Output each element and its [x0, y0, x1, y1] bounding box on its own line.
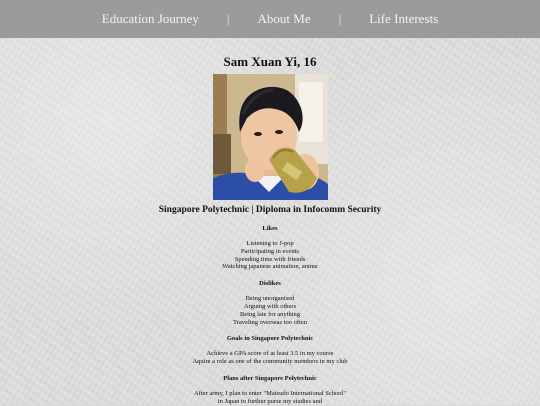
dislikes-list: [0, 295, 540, 326]
nav-link-life-interests[interactable]: Life Interests: [369, 11, 439, 26]
profile-content: [0, 38, 540, 406]
list-item: Spending time with friends: [234, 255, 306, 263]
profile-name: Sam Xuan Yi, 16: [223, 54, 317, 69]
likes-heading: Likes: [262, 225, 278, 232]
nav-separator: |: [226, 11, 230, 26]
plans-heading: Plans after Singapore Polytechnic: [223, 374, 317, 382]
nav-link-education-journey[interactable]: Education Journey: [101, 11, 199, 26]
list-item: Watching japanese animation, anime: [222, 263, 318, 271]
nav-link-about-me[interactable]: About Me: [257, 11, 311, 26]
school-and-diploma: Singapore Polytechnic | Diploma in Infocomm Security: [158, 205, 382, 215]
list-item: Participating in events: [240, 247, 300, 255]
list-item: in Japan to furthur purse my studies and: [217, 397, 323, 405]
list-item: Being unorganised: [245, 295, 295, 303]
nav-separator: |: [338, 11, 342, 26]
list-item: Being late for anything: [239, 310, 301, 318]
list-item: Achieve a GPA score of at least 3.5 in my course: [206, 350, 334, 358]
profile-photo: [213, 74, 328, 200]
top-navigation-bar: [0, 0, 540, 38]
goals-heading: Goals in Singapore Polytechnic: [226, 335, 314, 343]
list-item: After army, I plan to enter "Matsudo International School": [194, 389, 346, 397]
plans-list: [0, 390, 540, 406]
goals-list: [0, 350, 540, 366]
likes-list: [0, 240, 540, 271]
list-item: Listening to J-pop: [246, 240, 294, 247]
list-item: Aquire a role as one of the community members in my club: [192, 358, 348, 366]
dislikes-heading: Dislikes: [259, 280, 281, 288]
list-item: Traveling overseas too often: [233, 318, 307, 326]
list-item: Arguing with others: [243, 302, 297, 310]
